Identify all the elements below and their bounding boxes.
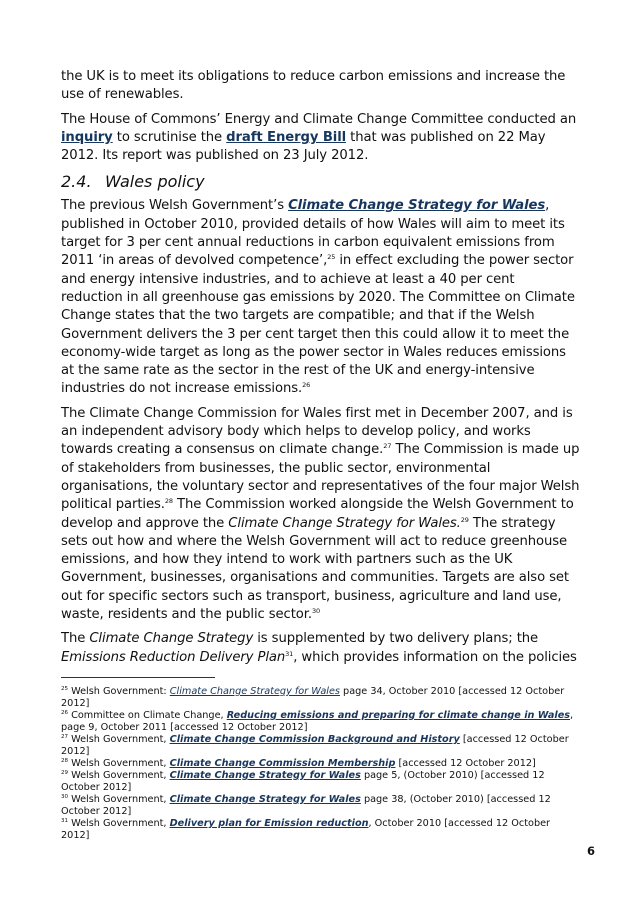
section-title: Wales policy	[105, 172, 205, 192]
footnote-link[interactable]: Climate Change Strategy for Wales	[169, 686, 340, 697]
footnote-ref-26[interactable]: 26	[302, 381, 311, 390]
strategy-title-italic: Climate Change Strategy	[89, 631, 254, 647]
footnote-ref-31[interactable]: 31	[285, 649, 294, 658]
footnote-ref-29[interactable]: 29	[460, 515, 469, 524]
footnote-ref-25[interactable]: 25	[327, 253, 336, 262]
paragraph-renewables: the UK is to meet its obligations to reduce carbon emissions and increase the use of renewables.	[61, 69, 566, 103]
climate-change-strategy-link[interactable]: Climate Change Strategy for Wales	[288, 198, 546, 214]
footnote: $^{27}$ Welsh Government, Climate Change Commission Background and History [accessed 12 October 2012]	[61, 734, 569, 757]
footnote: $^{26}$ Committee on Climate Change, Reducing emissions and preparing for climate change in Wales, page 9, October 2011 [accessed 12 October 2012]	[61, 710, 574, 733]
paragraph-climate-commission: The Climate Change Commission for Wales first met in December 2007, and is an independent advisory body which helps to develop policy, and works towards creating a consensus on climate change.$^{27}$ The Commission is made up of stakeholders from businesses, the public sector, environmental organisations, the voluntary sector and representatives of the four major Welsh political parties.$^{28}$ The Commission worked alongside the Welsh Government to develop and approve the Climate Change Strategy for Wales.$^{29}$ The strategy sets out how and where the Welsh Government will act to reduce greenhouse emissions, and how they intend to work with partners such as the UK Government, businesses, organisations and communities. Targets are also set out for specific sectors such as transport, business, agriculture and land use, waste, residents and the public sector.$^{30}$	[61, 405, 580, 623]
section-number: 2.4.	[61, 172, 92, 192]
paragraph-delivery-plans: The Climate Change Strategy is supplemented by two delivery plans; the Emissions Reduction Delivery Plan$^{31}$, which provides information on the policies	[61, 631, 577, 665]
section-heading-wales-policy	[61, 171, 580, 193]
footnote: $^{29}$ Welsh Government, Climate Change Strategy for Wales page 5, (October 2010) [accessed 12 October 2012]	[61, 770, 545, 793]
footnote: $^{28}$ Welsh Government, Climate Change Commission Membership [accessed 12 October 2012]	[61, 758, 536, 769]
page-number: 6	[587, 844, 596, 858]
footnote-ref-27[interactable]: 27	[383, 442, 392, 451]
footnote-link[interactable]: Delivery plan for Emission reduction	[169, 818, 369, 829]
delivery-plan-title-italic: Emissions Reduction Delivery Plan	[61, 649, 286, 665]
footnote-link[interactable]: Climate Change Commission Background and History	[169, 734, 460, 745]
strategy-title-italic: Climate Change Strategy for Wales.	[228, 515, 461, 531]
inquiry-link[interactable]: inquiry	[61, 129, 113, 145]
footnote-separator	[61, 677, 215, 678]
draft-energy-bill-link[interactable]: draft Energy Bill	[226, 129, 347, 145]
footnote: $^{25}$ Welsh Government: Climate Change Strategy for Wales page 34, October 2010 [accessed 12 October 2012]	[61, 686, 565, 709]
footnote: $^{31}$ Welsh Government, Delivery plan for Emission reduction, October 2010 [accessed 12 October 2012]	[61, 818, 551, 841]
footnote-link[interactable]: Climate Change Commission Membership	[169, 758, 396, 769]
footnote-ref-30[interactable]: 30	[311, 607, 321, 616]
paragraph-welsh-strategy: The previous Welsh Government’s Climate Change Strategy for Wales, published in October 2010, provided details of how Wales will aim to meet its target for 3 per cent annual reductions in carbon equivalent emissions from 2011 ‘in areas of devolved competence’,$^{25}$ in effect excluding the power sector and energy intensive industries, and to achieve at least a 40 per cent reduction in all greenhouse gas emissions by 2020. The Committee on Climate Change states that the two targets are compatible; and that if the Welsh Government delivers the 3 per cent target then this could allow it to meet the economy-wide target as long as the power sector in Wales reduces emissions at the same rate as the sector in the rest of the UK and energy-intensive industries do not increase emissions.$^{26}$	[61, 198, 575, 397]
footnote: $^{30}$ Welsh Government, Climate Change Strategy for Wales page 38, (October 2010) [accessed 12 October 2012]	[61, 794, 551, 817]
footnote-ref-28[interactable]: 28	[164, 497, 173, 506]
footnote-link[interactable]: Climate Change Strategy for Wales	[169, 770, 361, 781]
footnote-link[interactable]: Climate Change Strategy for Wales	[169, 794, 361, 805]
footnotes	[61, 686, 580, 842]
document-body	[61, 68, 580, 673]
footnote-link[interactable]: Reducing emissions and preparing for climate change in Wales	[226, 710, 571, 721]
paragraph-committee-inquiry: The House of Commons’ Energy and Climate Change Committee conducted an inquiry to scrutinise the draft Energy Bill that was published on 22 May 2012. Its report was published on 23 July 2012.	[61, 111, 577, 164]
